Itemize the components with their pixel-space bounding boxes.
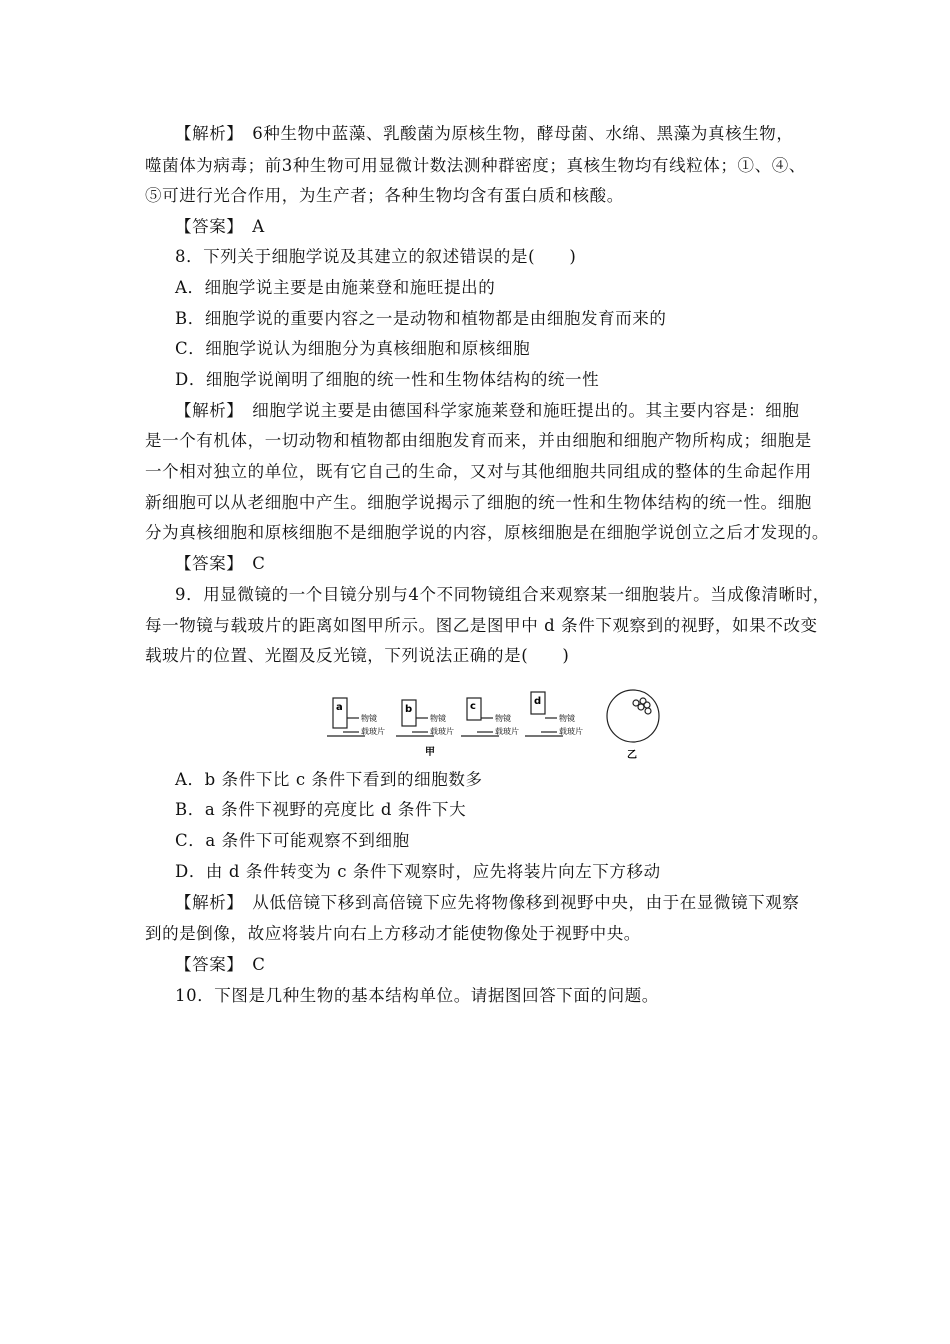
- objective-d: [525, 692, 563, 736]
- microscope-figure: [325, 688, 665, 764]
- analysis-line: 【解析】 6种生物中蓝藻、乳酸菌为原核生物，酵母菌、水绵、黑藻为真核生物，: [175, 124, 794, 143]
- objective-label: 物镜: [559, 714, 575, 723]
- answer-line: 【答案】 C: [175, 554, 266, 573]
- slide-label: 载玻片: [559, 727, 583, 736]
- objective-label: 物镜: [430, 714, 446, 723]
- option-c: C．a 条件下可能观察不到细胞: [175, 831, 410, 850]
- objective-label: 物镜: [361, 714, 377, 723]
- question-10: 10．下图是几种生物的基本结构单位。请据图回答下面的问题。: [175, 986, 659, 1005]
- objective-letter: d: [534, 696, 542, 707]
- text-line: 分为真核细胞和原核细胞不是细胞学说的内容，原核细胞是在细胞学说创立之后才发现的。: [145, 523, 829, 542]
- caption-jia: 甲: [425, 747, 435, 758]
- field-of-view-circle: [607, 690, 659, 742]
- text-line: 是一个有机体，一切动物和植物都由细胞发育而来，并由细胞和细胞产物所构成；细胞是: [145, 431, 812, 450]
- caption-yi: 乙: [627, 750, 637, 761]
- question-8: 8．下列关于细胞学说及其建立的叙述错误的是( ): [175, 247, 577, 266]
- objective-b: [396, 700, 434, 736]
- option-b: B．细胞学说的重要内容之一是动物和植物都是由细胞发育而来的: [175, 309, 667, 328]
- objective-label: 物镜: [495, 714, 511, 723]
- objective-letter: a: [336, 702, 343, 713]
- answer-tag: 【答案】: [175, 955, 236, 974]
- answer-tag: 【答案】: [175, 217, 236, 236]
- analysis-tag: 【解析】: [175, 124, 236, 143]
- slide-label: 载玻片: [430, 727, 454, 736]
- option-a: A．细胞学说主要是由施莱登和施旺提出的: [175, 278, 496, 297]
- option-a: A．b 条件下比 c 条件下看到的细胞数多: [175, 770, 483, 789]
- answer-line: 【答案】 A: [175, 217, 265, 236]
- objective-c: [461, 698, 499, 736]
- analysis-line: 【解析】 从低倍镜下移到高倍镜下应先将物像移到视野中央，由于在显微镜下观察: [175, 893, 800, 912]
- text-line: 到的是倒像，故应将装片向右上方移动才能使物像处于视野中央。: [145, 924, 641, 943]
- text-line: 噬菌体为病毒；前3种生物可用显微计数法测种群密度；真核生物均有线粒体；①、④、: [145, 156, 806, 175]
- text-line: 载玻片的位置、光圈及反光镜，下列说法正确的是( ): [145, 646, 570, 665]
- text-line: 每一物镜与载玻片的距离如图甲所示。图乙是图甲中 d 条件下观察到的视野，如果不改变: [145, 616, 818, 635]
- slide-label: 载玻片: [495, 727, 519, 736]
- option-c: C．细胞学说认为细胞分为真核细胞和原核细胞: [175, 339, 531, 358]
- analysis-tag: 【解析】: [175, 893, 236, 912]
- analysis-line: 【解析】 细胞学说主要是由德国科学家施莱登和施旺提出的。其主要内容是：细胞: [175, 401, 800, 420]
- question-9: 9．用显微镜的一个目镜分别与4个不同物镜组合来观察某一细胞装片。当成像清晰时，: [175, 585, 830, 604]
- text-line: 新细胞可以从老细胞中产生。细胞学说揭示了细胞的统一性和生物体结构的统一性。细胞: [145, 493, 812, 512]
- text-line: ⑤可进行光合作用，为生产者；各种生物均含有蛋白质和核酸。: [145, 186, 624, 205]
- objective-a: [327, 698, 365, 736]
- objective-letter: b: [405, 704, 413, 715]
- text-line: 一个相对独立的单位，既有它自己的生命，又对与其他细胞共同组成的整体的生命起作用: [145, 462, 812, 481]
- slide-label: 载玻片: [361, 727, 385, 736]
- answer-line: 【答案】 C: [175, 955, 266, 974]
- analysis-tag: 【解析】: [175, 401, 236, 420]
- answer-tag: 【答案】: [175, 554, 236, 573]
- option-d: D．由 d 条件转变为 c 条件下观察时，应先将装片向左下方移动: [175, 862, 661, 881]
- objective-letter: c: [470, 701, 476, 712]
- option-b: B．a 条件下视野的亮度比 d 条件下大: [175, 800, 467, 819]
- option-d: D．细胞学说阐明了细胞的统一性和生物体结构的统一性: [175, 370, 600, 389]
